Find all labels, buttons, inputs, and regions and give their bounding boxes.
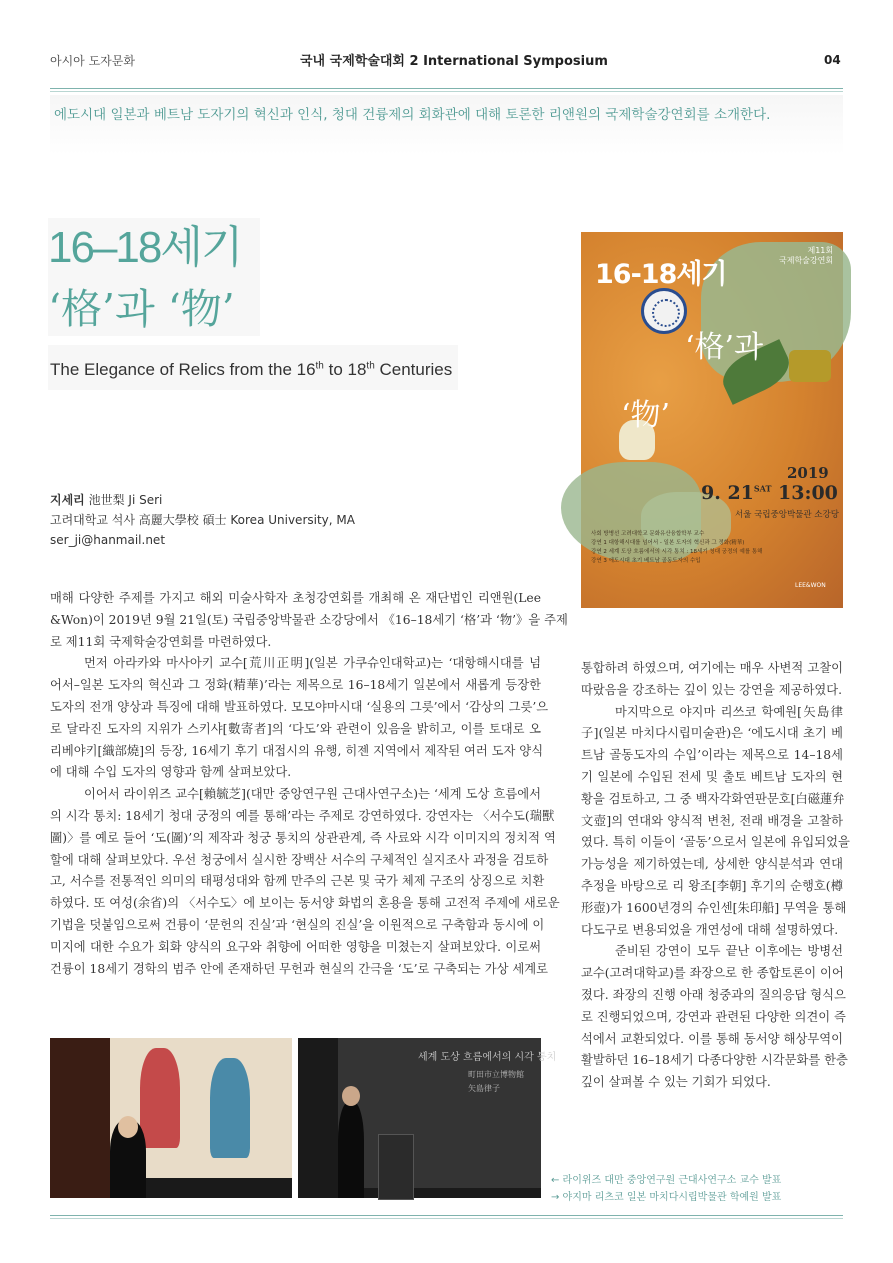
body-line: 하였다. 또 여성(余省)의 〈서수도〉에 보이는 동서양 화법의 혼용을 통해 고전적 주제에 새로운: [50, 896, 560, 911]
body-line: 추정을 바탕으로 리 왕조[李朝] 후기의 순행호(樽: [581, 878, 843, 893]
header-rule-secondary: [50, 91, 843, 92]
header-rule: [50, 88, 843, 89]
body-line: 리베야키[織部燒]의 등장, 16세기 후기 대접시의 유행, 히젠 지역에서 제작된 여러 도자 양식: [50, 743, 544, 758]
body-line: 形壺)가 1600년경의 슈인센[朱印船] 무역을 통해: [581, 900, 847, 915]
body-line: 가능성을 제기하였는데, 상세한 양식분석과 연대: [581, 857, 843, 872]
author-email: ser_ji@hanmail.net: [50, 533, 166, 547]
author-name-rest: 池世梨 Ji Seri: [84, 493, 163, 507]
body-line: 文壺]의 연대와 양식적 변천, 전래 배경을 고찰하: [581, 813, 843, 828]
painting-figure: [140, 1048, 180, 1148]
photo-captions: [551, 1172, 781, 1206]
podium: [378, 1134, 414, 1200]
poster-date-weekday: SAT: [753, 483, 772, 494]
poster-venue: 서울 국립중앙박물관 소강당: [735, 510, 839, 520]
speaker-figure: [338, 1102, 364, 1198]
body-line: 도자의 전개 양상과 특징에 대해 발표하였다. 모모야마시대 ‘실용의 그릇’에서 ‘감상의 그릇’으: [50, 699, 549, 714]
body-line: 활발하던 16–18세기 다종다양한 시각문화를 한층: [581, 1053, 848, 1068]
body-column-2: [581, 658, 850, 1094]
body-line: 졌다. 좌장의 진행 아래 청중과의 질의응답 형식으: [581, 987, 846, 1002]
poster-program-line: 강연 3 에도시대 초기 베트남 골동도자의 수입: [591, 558, 701, 564]
subtitle-sup1: th: [315, 360, 324, 372]
body-line: 의 시각 통치: 18세기 청대 궁정의 예를 통해’라는 주제로 강연하였다. 강연자는 〈서수도(瑞獸: [50, 808, 555, 823]
curtain: [50, 1038, 110, 1198]
body-line: &Won)이 2019년 9월 21일(토) 국립중앙박물관 소강당에서 《16–18세기 ‘格’과 ‘物’》을 주제: [50, 612, 568, 627]
event-poster: [581, 232, 843, 608]
body-line: 준비된 강연이 모두 끝난 이후에는 방병선: [615, 944, 843, 959]
body-line: 트남 골동도자의 수입’이라는 제목으로 14–18세: [581, 748, 843, 763]
body-column-1: [50, 588, 568, 980]
body-line: 고, 서수를 전통적인 의미의 태평성대와 함께 만주의 근본 및 국가 체제 구조의 상징으로 치환: [50, 874, 545, 889]
poster-top-label: 제11회 국제학술강연회: [779, 246, 834, 265]
author-block: [50, 490, 355, 550]
body-line: 였다. 특히 이들이 ‘골동’으로서 일본에 유입되었을: [581, 835, 850, 850]
poster-date-day: 9. 21: [701, 482, 754, 504]
article-title-line2: ‘格’과 ‘物’: [48, 285, 235, 333]
poster-blue-white-plate: [641, 288, 687, 334]
speaker-head: [342, 1086, 360, 1106]
body-line: 어서–일본 도자의 혁신과 그 정화(精華)’라는 제목으로 16–18세기 일본에서 새롭게 등장한: [50, 678, 541, 693]
poster-program-line: 사회 방병선 고려대학교 문화유산융합학부 교수: [591, 531, 705, 537]
subtitle-sup2: th: [366, 360, 375, 372]
section-label: 아시아 도자문화: [50, 54, 135, 68]
lecture-photo-1: [50, 1038, 292, 1198]
speaker-head: [118, 1116, 138, 1138]
subtitle-part3: Centuries: [374, 360, 453, 379]
poster-program: [591, 530, 762, 566]
poster-title: 16-18세기: [595, 259, 727, 290]
body-line: 깊이 살펴볼 수 있는 기회가 되었다.: [581, 1075, 771, 1090]
lead-text: 에도시대 일본과 베트남 도자기의 혁신과 인식, 청대 건륭제의 회화관에 대해 토론한 리앤원의 국제학술강연회를 소개한다.: [54, 107, 771, 123]
body-line: 다도구로 변용되었을 개연성에 대해 설명하였다.: [581, 922, 839, 937]
footer-rule-secondary: [50, 1218, 843, 1219]
screen-title-text: 세계 도상 흐름에서의 시각 통치: [418, 1052, 557, 1063]
body-line: 마지막으로 야지마 리쓰코 학예원[矢島律: [615, 704, 843, 719]
body-line: 기법을 덧붙임으로써 건륭이 ‘문헌의 진실’과 ‘현실의 진실’을 이원적으로 구축함과 동시에 이: [50, 917, 545, 932]
poster-logo: LEE&WON: [795, 582, 826, 589]
photo-caption-left: ← 라이위즈 대만 중앙연구원 근대사연구소 교수 발표: [551, 1175, 782, 1186]
page-number: 04: [824, 53, 841, 67]
article-subtitle: [50, 360, 452, 380]
lead-box: [50, 95, 843, 155]
body-line: 석에서 교환되었다. 이를 통해 동서양 해상무역이: [581, 1031, 843, 1046]
poster-wu: ‘物’: [621, 398, 671, 433]
painting-figure: [210, 1058, 250, 1158]
poster-date-time: 13:00: [771, 482, 838, 504]
subtitle-part1: The Elegance of Relics from the 16: [50, 360, 316, 379]
body-line: 子](일본 마치다시립미술관)은 ‘에도시대 초기 베: [581, 726, 843, 741]
poster-lacquer-box: [789, 350, 831, 382]
lecture-photo-2: [298, 1038, 557, 1198]
subtitle-part2: to 18: [323, 360, 367, 379]
article-title-line1: 16–18세기: [48, 223, 242, 272]
body-line: 로 제11회 국제학술강연회를 마련하였다.: [50, 634, 272, 649]
poster-program-line: 강연 2 세계 도상 흐름에서의 시각 통치 : 18세기 청대 궁정의 예를 통해: [591, 549, 763, 555]
body-line: 황을 검토하고, 그 중 백자각화연판문호[白磁蓮弁: [581, 791, 845, 806]
photo-caption-right: → 야지마 리츠코 일본 마치다시립박물관 학예원 발표: [551, 1192, 782, 1203]
body-line: 건륭이 18세기 경학의 범주 안에 존재하던 무헌과 현실의 간극을 ‘도’로 구축되는 가상 세계로: [50, 961, 549, 976]
body-line: 圖)〉를 예로 들어 ‘도(圖)’의 제작과 청궁 통치의 상관관계, 즉 사료와 시각 이미지의 정치적 역: [50, 830, 556, 845]
body-line: 매해 다양한 주제를 가지고 해외 미술사학자 초청강연회를 개최해 온 재단법인 리앤원(Lee: [50, 591, 541, 605]
footer-rule: [50, 1215, 843, 1216]
body-line: 교수(고려대학교)를 좌장으로 한 종합토론이 이어: [581, 966, 844, 981]
body-line: 미지에 대한 수요가 회화 양식의 요구와 취향에 어떠한 영향을 미쳤는지 살펴보았다. 이로써: [50, 939, 541, 954]
poster-program-line: 강연 1 대항해시대를 넘어서 - 일본 도자의 혁신과 그 정화(精華): [591, 540, 745, 546]
body-line: 이어서 라이위즈 교수[賴毓芝](대만 중앙연구원 근대사연구소)는 ‘세계 도상 흐름에서: [84, 787, 541, 802]
author-affiliation: 고려대학교 석사 高麗大學校 碩士 Korea University, MA: [50, 513, 355, 527]
body-line: 따랐음을 강조하는 깊이 있는 강연을 제공하였다.: [581, 682, 843, 697]
body-line: 로 달라진 도자의 지위가 스키샤[數寄者]의 ‘다도’와 관련이 있음을 밝히고, 이를 토대로 오: [50, 721, 541, 736]
running-title: 국내 국제학술대회 2 International Symposium: [300, 54, 608, 69]
poster-year: 2019: [787, 464, 829, 482]
poster-date: [701, 482, 838, 504]
body-line: 에 대해 수입 도자의 영향과 함께 살펴보았다.: [50, 765, 292, 780]
body-line: 로 진행되었으며, 강연과 관련된 다양한 의견이 즉: [581, 1009, 846, 1024]
body-line: 기 일본에 수입된 전세 및 출토 베트남 도자의 현: [581, 769, 843, 784]
body-line: 할에 대해 살펴보았다. 우선 청궁에서 실시한 장백산 서수의 구체적인 실지조사 과정을 검토하: [50, 852, 549, 867]
body-line: 먼저 아라카와 마사아키 교수[荒川正明](일본 가쿠슈인대학교)는 ‘대항해시대를 넘: [84, 656, 541, 671]
poster-ge: ‘格’과: [685, 330, 764, 365]
author-name: 지세리: [50, 493, 85, 507]
screen-subtext: 町田市立博物館 矢島律子: [468, 1070, 524, 1093]
body-line: 통합하려 하였으며, 여기에는 매우 사변적 고찰이: [581, 661, 843, 675]
